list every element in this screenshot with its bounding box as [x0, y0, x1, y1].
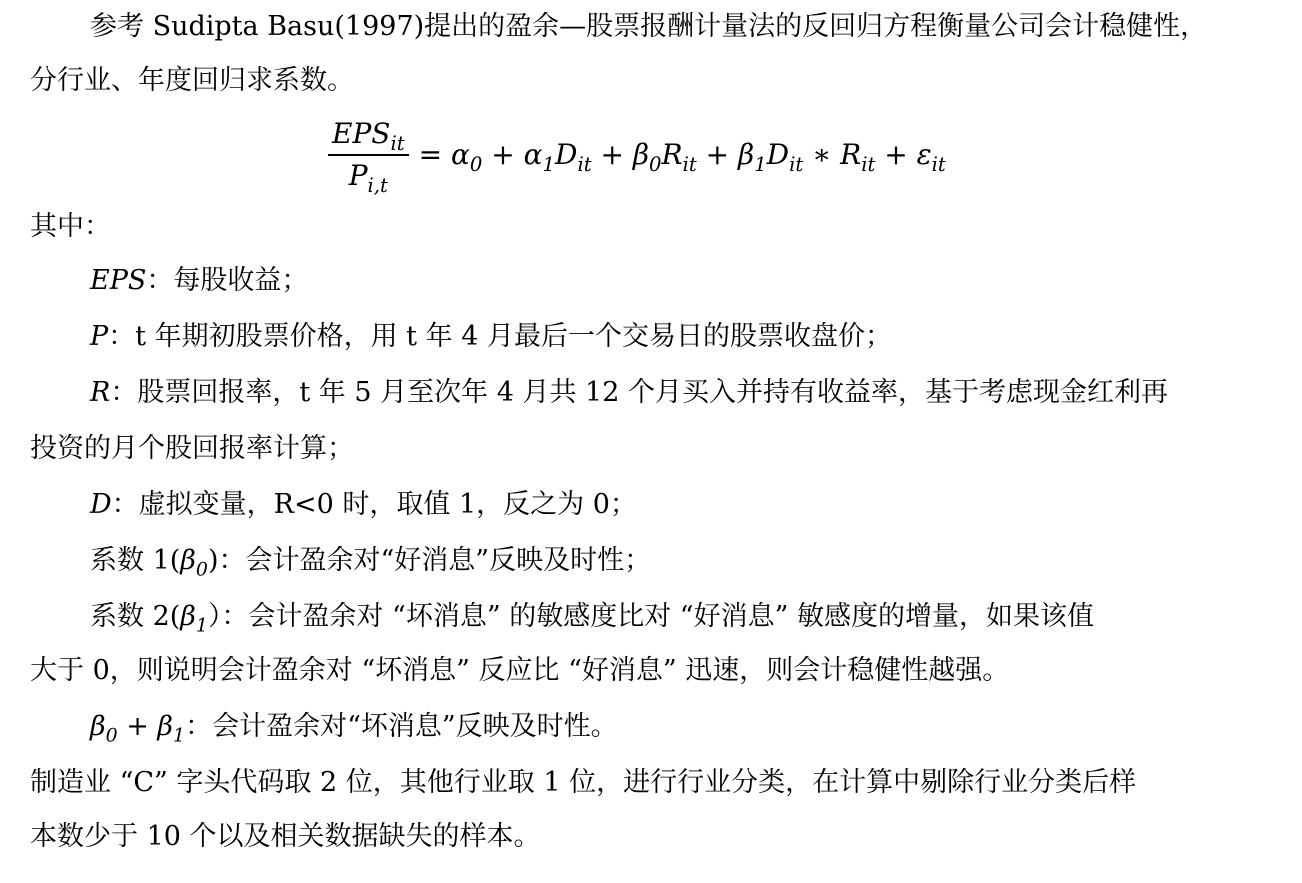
intro-paragraph-line-1: [90, 0, 1207, 54]
fraction-denominator: $P_{i,t}$: [348, 159, 388, 197]
coefficient-2-definition-line-1: 系数 $2(\beta_1)$：会计盈余对 “坏消息” 的敏感度比对 “好消息” 敏感度的增量，如果该值: [90, 601, 1094, 637]
intro-text-1: 参考 Sudipta Basu(1997)提出的盈余—股票报酬计量法的反回归方程衡量公司会计稳健性，: [90, 11, 1208, 42]
where-label: 其中：: [30, 211, 111, 242]
industry-paragraph-line-2: 本数少于 10 个以及相关数据缺失的样本。: [30, 821, 541, 852]
intro-text-2: 分行业、年度回归求系数。: [30, 65, 354, 96]
r-definition-line-1: R：股票回报率，t 年 5 月至次年 4 月共 12 个月买入并持有收益率，基于考虑现金红利再: [90, 377, 1168, 408]
eps-term: EPS: [90, 265, 147, 296]
r-term: R: [90, 377, 111, 408]
eps-definition: EPS：每股收益；: [90, 265, 309, 296]
equation-right-hand-side: = $\alpha_0 + \alpha_1D_{it} + \beta_0R_{it} + \beta_1D_{it}$ ∗ $R_{it} + \varepsilon_{it}$: [418, 138, 946, 176]
basu-equation: [328, 110, 946, 200]
sum-coefficient-definition: $\beta_0 + \beta_1$：会计盈余对“坏消息”反映及时性。: [90, 711, 618, 747]
coefficient-1-definition: 系数 $1(\beta_0)$：会计盈余对“好消息”反映及时性；: [90, 545, 652, 581]
industry-paragraph-line-1: 制造业 “C” 字头代码取 2 位，其他行业取 1 位，进行行业分类，在计算中剔除行业分类后样: [30, 767, 1137, 798]
intro-paragraph-line-2: [30, 54, 354, 108]
d-term: D: [90, 489, 112, 520]
coefficient-2-definition-line-2: 大于 0，则说明会计盈余对 “坏消息” 反应比 “好消息” 迅速，则会计稳健性越强。: [30, 655, 1010, 686]
r-definition-line-2: 投资的月个股回报率计算；: [30, 433, 354, 464]
equation-fraction: [328, 116, 409, 197]
d-definition: D：虚拟变量，R<0 时，取值 1，反之为 0；: [90, 489, 637, 520]
p-term: P: [90, 321, 109, 352]
fraction-numerator: $EPS_{it}$: [328, 116, 409, 156]
p-definition: P：t 年期初股票价格，用 t 年 4 月最后一个交易日的股票收盘价；: [90, 321, 892, 352]
